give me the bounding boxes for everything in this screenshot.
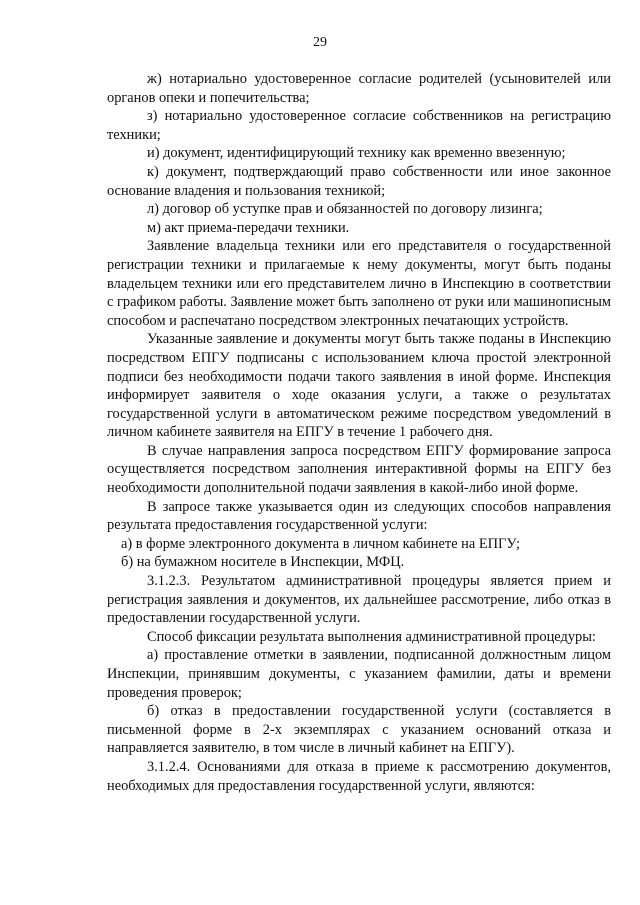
paragraph-application-submission: Заявление владельца техники или его представителя о государственной регистрации техники и прилагаемые к нему документы, могут быть поданы владельцем техники или его представителем лично в Инспекцию в соответствии с графиком работы. Заявление может быть заполнено от руки или машинописным способом и распечатано посредством электронных печатающих устройств. [107, 238, 611, 329]
paragraph-list-item-z: з) нотариально удостоверенное согласие собственников на регистрацию техники; [107, 108, 611, 143]
paragraph-list-item-zh: ж) нотариально удостоверенное согласие родителей (усыновителей или органов опеки и попечительства; [107, 71, 611, 106]
paragraph-section-3-1-2-3: 3.1.2.3. Результатом административной процедуры является прием и регистрация заявления и документов, их дальнейшее рассмотрение, либо отказ в предоставлении государственной услуги. [107, 573, 611, 627]
paragraph-section-3-1-2-4: 3.1.2.4. Основаниями для отказа в приеме к рассмотрению документов, необходимых для предоставления государственной услуги, являются: [107, 758, 611, 794]
paragraph-method-a: а) в форме электронного документа в личном кабинете на ЕПГУ; [121, 535, 521, 552]
paragraph-result-methods: В запросе также указывается один из следующих способов направления результата предоставления государственной услуги: [107, 498, 611, 534]
paragraph-method-b: б) на бумажном носителе в Инспекции, МФЦ. [121, 554, 405, 571]
paragraph-list-item-k: к) документ, подтверждающий право собственности или иное законное основание владения и пользования техникой; [107, 163, 611, 199]
paragraph-epgu-submission: Указанные заявление и документы могут быть также поданы в Инспекцию посредством ЕПГУ подписаны с использованием ключа простой электронной подписи без необходимости подачи такого заявления в иной форме. Инспекция информирует заявителя о ходе оказания услуги, а также о результатах государственной услуги в автоматическом режиме посредством уведомлений в личном кабинете заявителя на ЕПГУ в течение 1 рабочего дня. [107, 331, 611, 441]
page-number: 29 [313, 35, 327, 50]
paragraph-fixation-b: б) отказ в предоставлении государственной услуги (составляется в письменной форме в 2-х экземплярах с указанием оснований отказа и направляется заявителю, в том числе в личный кабинет на ЕПГУ). [107, 703, 611, 757]
paragraph-fixation-a: а) проставление отметки в заявлении, подписанной должностным лицом Инспекции, принявшим документы, с указанием фамилии, даты и времени проведения проверок; [107, 647, 611, 701]
paragraph-list-item-l: л) договор об уступке прав и обязанностей по договору лизинга; [147, 201, 543, 218]
paragraph-fixation-method: Способ фиксации результата выполнения административной процедуры: [147, 628, 596, 645]
paragraph-list-item-i: и) документ, идентифицирующий технику как временно ввезенную; [147, 145, 566, 162]
document-body [107, 70, 611, 795]
paragraph-list-item-m: м) акт приема-передачи техники. [147, 219, 350, 236]
paragraph-epgu-request: В случае направления запроса посредством ЕПГУ формирование запроса осуществляется посредством заполнения интерактивной формы на ЕПГУ без необходимости дополнительной подачи заявления в какой-либо иной форме. [107, 442, 611, 497]
